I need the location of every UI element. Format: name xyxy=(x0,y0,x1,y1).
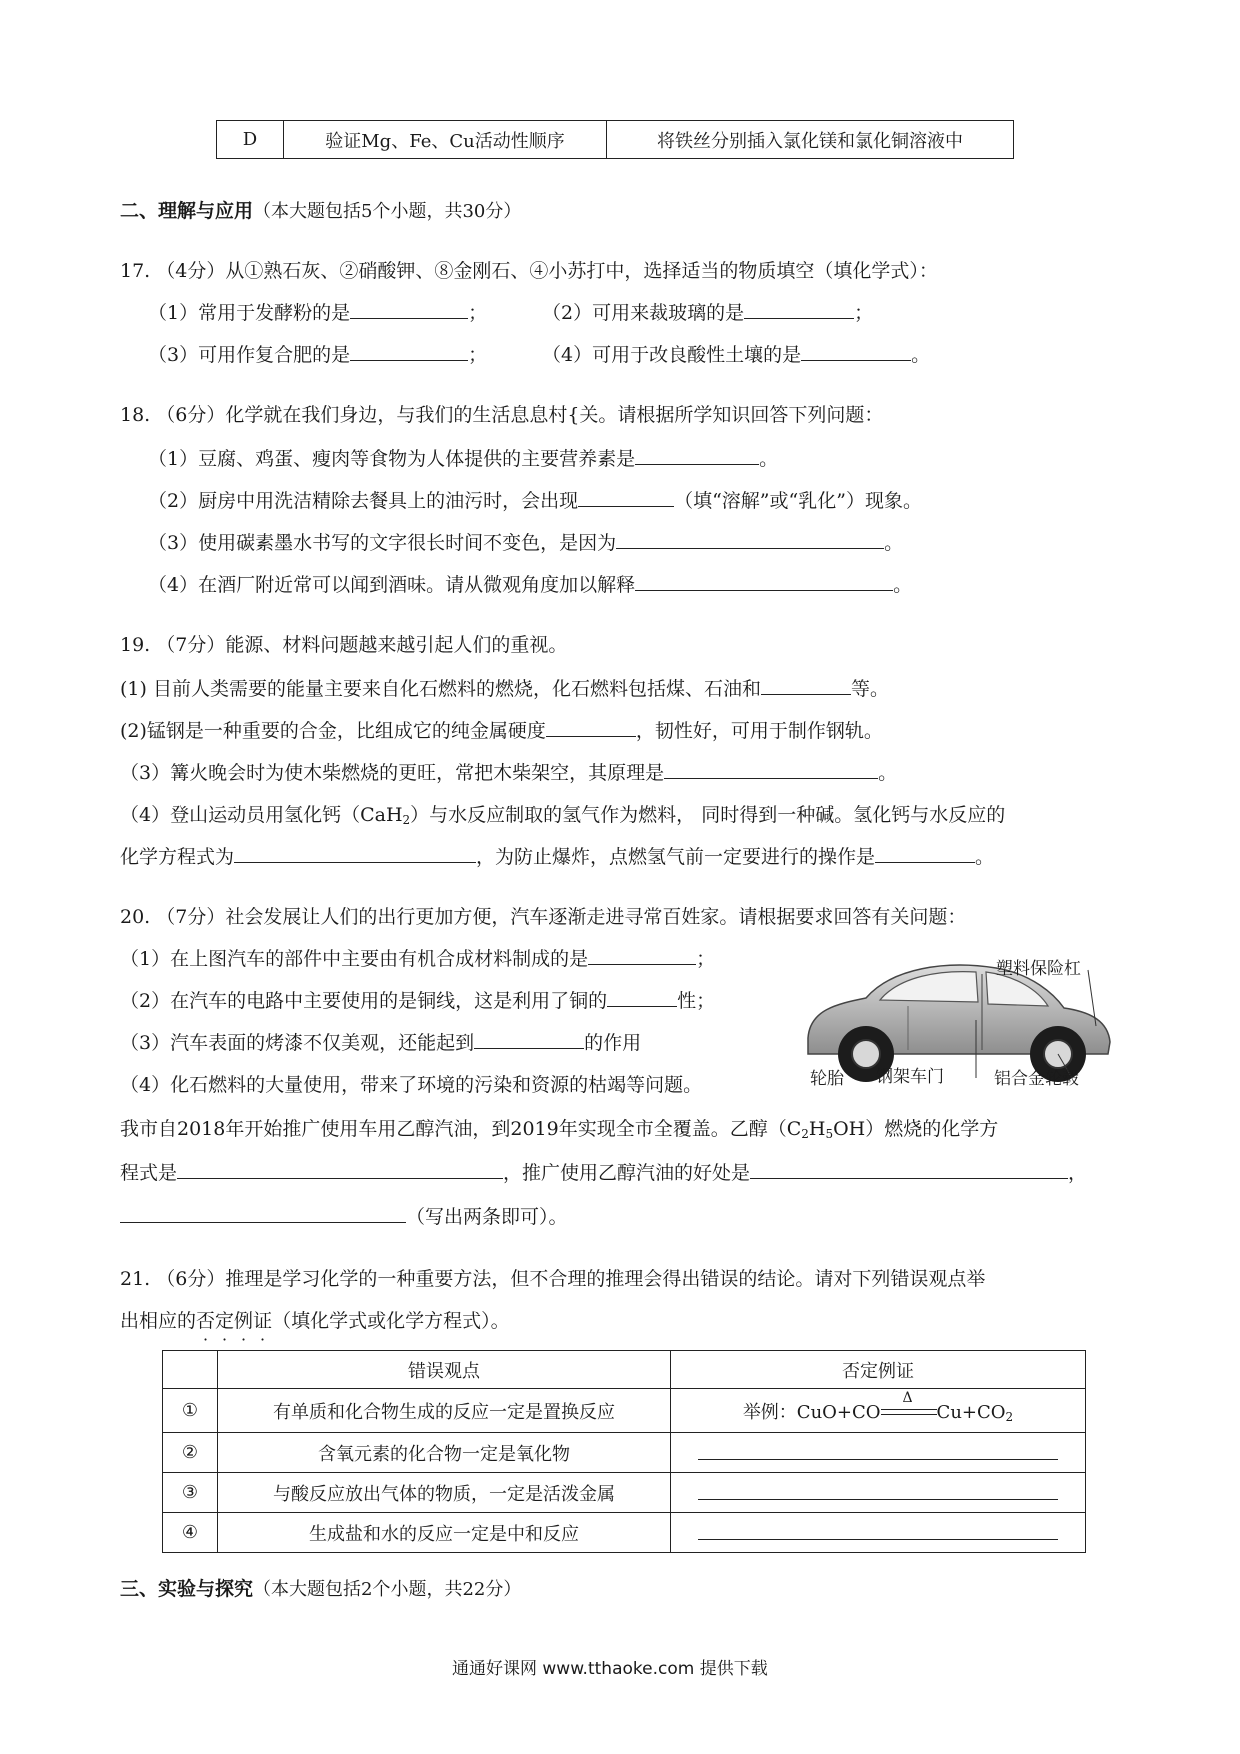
q20-part4: （4）化石燃料的大量使用，带来了环境的污染和资源的枯竭等问题。 xyxy=(120,1074,703,1096)
q17-blank3[interactable] xyxy=(350,342,468,361)
car-label-tire: 轮胎 xyxy=(810,1069,844,1089)
q18-stem: 18. （6分）化学就在我们身边，与我们的生活息息村{关。请根据所学知识回答下列问题： xyxy=(120,404,884,426)
q17-part1: （1）常用于发酵粉的是 ； xyxy=(148,302,488,324)
row-view: 有单质和化合物生成的反应一定是置换反应 xyxy=(218,1389,671,1433)
q20-part5: 我市自2018年开始推广使用车用乙醇汽油，到2019年实现全市全覆盖。乙醇$(C_2H_5OH)$燃烧的化学方 xyxy=(120,1118,999,1141)
top-table-purpose: 验证Mg、Fe、Cu活动性顺序 xyxy=(284,121,607,159)
q21-stem2: 出相应的否定例证（填化学式或化学方程式）。 xyxy=(120,1310,510,1332)
q18-part3: （3）使用碳素墨水书写的文字很长时间不变色，是因为 。 xyxy=(148,532,904,554)
dotted-emphasis: 否定例证 xyxy=(196,1310,273,1332)
page-footer: 通通好课网 www.tthaoke.com 提供下载 xyxy=(452,1659,768,1679)
q20-blank5[interactable] xyxy=(750,1160,1068,1179)
q20-part7: （写出两条即可）。 xyxy=(120,1204,568,1230)
row-view: 与酸反应放出气体的物质，一定是活泼金属 xyxy=(218,1473,671,1513)
car-label-bumper: 塑料保险杠 xyxy=(996,959,1081,979)
q20-stem: 20. （7分）社会发展让人们的出行更加方便，汽车逐渐走进寻常百姓家。请根据要求回答有关问题： xyxy=(120,906,967,928)
q17-blank2[interactable] xyxy=(744,300,854,319)
q20-blank3[interactable] xyxy=(474,1030,584,1049)
q19-blank2[interactable] xyxy=(546,718,636,737)
row-view: 含氧元素的化合物一定是氧化物 xyxy=(218,1433,671,1473)
q19-blank4[interactable] xyxy=(234,844,476,863)
q19-part4b: 化学方程式为 ，为防止爆炸，点燃氢气前一定要进行的操作是 。 xyxy=(120,846,995,868)
row-example xyxy=(671,1433,1086,1473)
row-example xyxy=(671,1513,1086,1553)
section2-note: （本大题包括5个小题，共30分） xyxy=(253,201,522,222)
q17-blank4[interactable] xyxy=(801,342,911,361)
table-row xyxy=(163,1473,1086,1513)
row-example xyxy=(671,1473,1086,1513)
table-row xyxy=(163,1389,1086,1433)
reaction-arrow: Δ xyxy=(881,1406,937,1420)
q18-part2: （2）厨房中用洗洁精除去餐具上的油污时，会出现 （填“溶解”或“乳化”）现象。 xyxy=(148,490,922,512)
q20-part6: 程式是 ，推广使用乙醇汽油的好处是 ， xyxy=(120,1162,1088,1184)
table-row xyxy=(163,1513,1086,1553)
car-label-wheel: 铝合金轮毂 xyxy=(994,1069,1079,1089)
q19-blank1[interactable] xyxy=(761,676,851,695)
car-label-door: 钢架车门 xyxy=(876,1067,944,1087)
q17-blank1[interactable] xyxy=(350,300,468,319)
q20-part3: （3）汽车表面的烤漆不仅美观，还能起到 的作用 xyxy=(120,1032,642,1054)
top-table-label: D xyxy=(217,121,284,159)
q17-part3: （3）可用作复合肥的是 ； xyxy=(148,344,488,366)
q18-blank4[interactable] xyxy=(635,572,893,591)
section3-heading xyxy=(120,1576,521,1603)
row-number: ① xyxy=(163,1389,218,1433)
q21-answer-3[interactable] xyxy=(698,1481,1058,1500)
row-number: ② xyxy=(163,1433,218,1473)
q20-blank6[interactable] xyxy=(120,1204,406,1223)
q20-blank1[interactable] xyxy=(588,946,696,965)
q21-header-view: 错误观点 xyxy=(218,1351,671,1389)
q18-blank1[interactable] xyxy=(635,446,759,465)
q18-blank2[interactable] xyxy=(578,488,674,507)
q21-table xyxy=(162,1350,1086,1553)
q19-part1: (1) 目前人类需要的能量主要来自化石燃料的燃烧，化石燃料包括煤、石油和 等。 xyxy=(120,678,889,700)
q21-stem1: 21. （6分）推理是学习化学的一种重要方法，但不合理的推理会得出错误的结论。请对下列错误观点举 xyxy=(120,1268,986,1290)
top-table-method: 将铁丝分别插入氯化镁和氯化铜溶液中 xyxy=(607,121,1014,159)
q17-part4: （4）可用于改良酸性土壤的是 。 xyxy=(542,344,931,366)
q20-part2: （2）在汽车的电路中主要使用的是铜线，这是利用了铜的 性； xyxy=(120,990,716,1012)
table-row xyxy=(163,1433,1086,1473)
q19-part2: (2)锰钢是一种重要的合金，比组成它的纯金属硬度 ，韧性好，可用于制作钢轨。 xyxy=(120,720,883,742)
q21-answer-2[interactable] xyxy=(698,1441,1058,1460)
section3-title: 三、实验与探究 xyxy=(120,1578,254,1600)
row-number: ③ xyxy=(163,1473,218,1513)
q18-blank3[interactable] xyxy=(616,530,884,549)
q19-part4a: （4）登山运动员用氢化钙（CaH$_2$）与水反应制取的氢气作为燃料， 同时得到一种碱。氢化钙与水反应的 xyxy=(120,804,1006,827)
section2-title: 二、理解与应用 xyxy=(120,200,254,222)
q20-blank2[interactable] xyxy=(607,988,677,1007)
q20-part1: （1）在上图汽车的部件中主要由有机合成材料制成的是 ； xyxy=(120,948,716,970)
q21-header-no xyxy=(163,1351,218,1389)
q19-part3: （3）篝火晚会时为使木柴燃烧的更旺，常把木柴架空，其原理是 。 xyxy=(120,762,898,784)
row-example: 举例：CuO+CO Δ $Cu+CO_2$ xyxy=(671,1389,1086,1433)
q21-header-example: 否定例证 xyxy=(671,1351,1086,1389)
q19-blank5[interactable] xyxy=(875,844,975,863)
q19-blank3[interactable] xyxy=(664,760,878,779)
q18-part4: （4）在酒厂附近常可以闻到酒味。请从微观角度加以解释 。 xyxy=(148,574,913,596)
q20-blank4[interactable] xyxy=(177,1160,503,1179)
q18-part1: （1）豆腐、鸡蛋、瘦肉等食物为人体提供的主要营养素是 。 xyxy=(148,448,779,470)
row-view: 生成盐和水的反应一定是中和反应 xyxy=(218,1513,671,1553)
q19-stem: 19. （7分）能源、材料问题越来越引起人们的重视。 xyxy=(120,634,568,656)
top-answer-table xyxy=(216,120,1014,159)
q21-answer-4[interactable] xyxy=(698,1521,1058,1540)
section2-heading xyxy=(120,198,521,225)
q17-part2: （2）可用来裁玻璃的是 ； xyxy=(542,302,874,324)
section3-note: （本大题包括2个小题，共22分） xyxy=(253,1579,522,1600)
q17-stem: 17. （4分）从①熟石灰、②硝酸钾、⑧金刚石、④小苏打中，选择适当的物质填空（填化学式）： xyxy=(120,260,938,282)
row-number: ④ xyxy=(163,1513,218,1553)
